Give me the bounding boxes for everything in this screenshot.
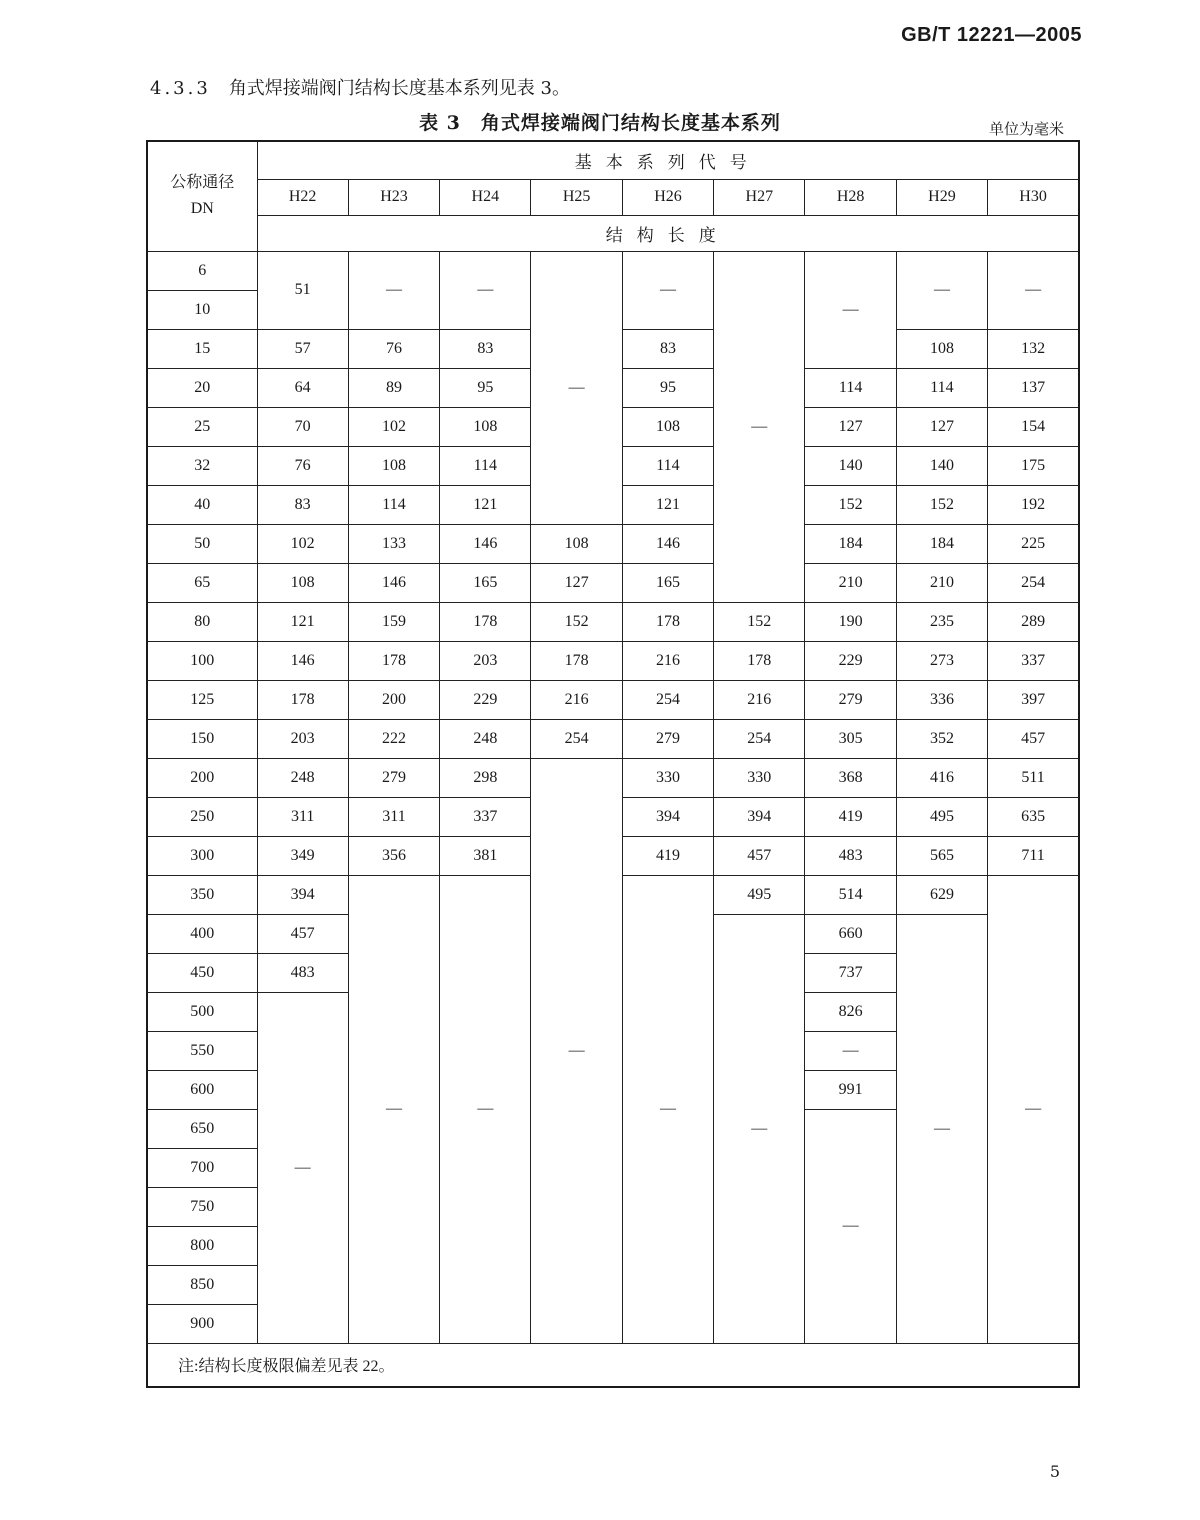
value-cell: 254 (622, 680, 713, 719)
value-cell: 190 (805, 602, 896, 641)
dash-cell: — (440, 875, 531, 1343)
dn-cell: 200 (147, 758, 257, 797)
table-row (147, 524, 1079, 563)
value-cell: 152 (896, 485, 987, 524)
value-cell: 737 (805, 953, 896, 992)
value-cell: 279 (348, 758, 439, 797)
value-cell: 175 (988, 446, 1079, 485)
value-cell: 102 (348, 407, 439, 446)
value-cell: 114 (896, 368, 987, 407)
table-row (147, 251, 1079, 290)
value-cell: 330 (714, 758, 805, 797)
value-cell: 565 (896, 836, 987, 875)
value-cell: 216 (622, 641, 713, 680)
table-unit: 单位为毫米 (988, 120, 1064, 138)
col-header-h28: H28 (805, 179, 896, 215)
value-cell: 178 (622, 602, 713, 641)
dn-cell: 250 (147, 797, 257, 836)
value-cell: 178 (714, 641, 805, 680)
value-cell: 108 (531, 524, 622, 563)
dn-cell: 32 (147, 446, 257, 485)
dash-cell: — (805, 251, 896, 368)
value-cell: 279 (805, 680, 896, 719)
col-header-h27: H27 (714, 179, 805, 215)
dn-cell: 20 (147, 368, 257, 407)
dash-cell: — (988, 875, 1079, 1343)
dn-cell: 900 (147, 1304, 257, 1343)
value-cell: 254 (531, 719, 622, 758)
col-header-h23: H23 (348, 179, 439, 215)
value-cell: 51 (257, 251, 348, 329)
value-cell: 154 (988, 407, 1079, 446)
dash-cell: — (440, 251, 531, 329)
value-cell: 184 (896, 524, 987, 563)
value-cell: 229 (805, 641, 896, 680)
dash-cell: — (714, 251, 805, 602)
value-cell: 368 (805, 758, 896, 797)
value-cell: 457 (988, 719, 1079, 758)
value-cell: 273 (896, 641, 987, 680)
value-cell: 349 (257, 836, 348, 875)
value-cell: 192 (988, 485, 1079, 524)
table-row (147, 719, 1079, 758)
col-header-h24: H24 (440, 179, 531, 215)
value-cell: 305 (805, 719, 896, 758)
header-row-series (147, 141, 1079, 179)
value-cell: 248 (440, 719, 531, 758)
value-cell: 76 (348, 329, 439, 368)
value-cell: 102 (257, 524, 348, 563)
value-cell: 419 (622, 836, 713, 875)
value-cell: 127 (805, 407, 896, 446)
series-header: 基本系列代号 (257, 141, 1079, 179)
value-cell: 397 (988, 680, 1079, 719)
dash-cell: — (257, 992, 348, 1343)
table-row (147, 602, 1079, 641)
dash-cell: — (348, 251, 439, 329)
value-cell: 146 (257, 641, 348, 680)
col-header-h26: H26 (622, 179, 713, 215)
value-cell: 229 (440, 680, 531, 719)
value-cell: 311 (257, 797, 348, 836)
dn-cell: 65 (147, 563, 257, 602)
value-cell: 337 (440, 797, 531, 836)
value-cell: 114 (622, 446, 713, 485)
value-cell: 95 (440, 368, 531, 407)
value-cell: 127 (896, 407, 987, 446)
dash-cell: — (896, 914, 987, 1343)
value-cell: 140 (805, 446, 896, 485)
header-row-codes (147, 179, 1079, 215)
value-cell: 279 (622, 719, 713, 758)
value-cell: 146 (440, 524, 531, 563)
value-cell: 95 (622, 368, 713, 407)
value-cell: 108 (257, 563, 348, 602)
value-cell: 140 (896, 446, 987, 485)
value-cell: 381 (440, 836, 531, 875)
value-cell: 511 (988, 758, 1079, 797)
dash-cell: — (622, 251, 713, 329)
value-cell: 121 (440, 485, 531, 524)
dn-cell: 350 (147, 875, 257, 914)
dn-cell: 40 (147, 485, 257, 524)
value-cell: 121 (257, 602, 348, 641)
length-table (146, 140, 1080, 1388)
value-cell: 457 (257, 914, 348, 953)
value-cell: 416 (896, 758, 987, 797)
value-cell: 254 (714, 719, 805, 758)
table-title: 角式焊接端阀门结构长度基本系列 (480, 112, 781, 134)
dash-cell: — (348, 875, 439, 1343)
value-cell: 152 (714, 602, 805, 641)
value-cell: 159 (348, 602, 439, 641)
value-cell: 83 (440, 329, 531, 368)
table-row (147, 758, 1079, 797)
dash-cell: — (622, 875, 713, 1343)
value-cell: 132 (988, 329, 1079, 368)
note-row (147, 1343, 1079, 1387)
value-cell: 152 (805, 485, 896, 524)
dn-cell: 800 (147, 1226, 257, 1265)
col-header-h22: H22 (257, 179, 348, 215)
dn-cell: 80 (147, 602, 257, 641)
value-cell: 394 (257, 875, 348, 914)
col-header-h29: H29 (896, 179, 987, 215)
clause-body: 角式焊接端阀门结构长度基本系列见表 3。 (228, 78, 570, 99)
value-cell: 495 (714, 875, 805, 914)
value-cell: 298 (440, 758, 531, 797)
header-row-length (147, 215, 1079, 251)
value-cell: 137 (988, 368, 1079, 407)
clause-number: 4.3.3 (150, 78, 211, 99)
value-cell: 660 (805, 914, 896, 953)
value-cell: 483 (257, 953, 348, 992)
value-cell: 457 (714, 836, 805, 875)
value-cell: 76 (257, 446, 348, 485)
dn-cell: 700 (147, 1148, 257, 1187)
value-cell: 108 (440, 407, 531, 446)
dn-cell: 400 (147, 914, 257, 953)
value-cell: 70 (257, 407, 348, 446)
table-row (147, 641, 1079, 680)
value-cell: 57 (257, 329, 348, 368)
value-cell: 146 (348, 563, 439, 602)
value-cell: 203 (257, 719, 348, 758)
value-cell: 356 (348, 836, 439, 875)
value-cell: 210 (805, 563, 896, 602)
dn-cell: 100 (147, 641, 257, 680)
dn-cell: 600 (147, 1070, 257, 1109)
value-cell: 146 (622, 524, 713, 563)
value-cell: 152 (531, 602, 622, 641)
value-cell: 235 (896, 602, 987, 641)
value-cell: 311 (348, 797, 439, 836)
dn-cell: 125 (147, 680, 257, 719)
table-note: 注:结构长度极限偏差见表 22。 (147, 1343, 1079, 1387)
value-cell: 254 (988, 563, 1079, 602)
value-cell: 203 (440, 641, 531, 680)
value-cell: 394 (714, 797, 805, 836)
col-header-h30: H30 (988, 179, 1079, 215)
value-cell: 336 (896, 680, 987, 719)
dn-cell: 300 (147, 836, 257, 875)
dn-cell: 750 (147, 1187, 257, 1226)
dn-cell: 50 (147, 524, 257, 563)
dn-cell: 10 (147, 290, 257, 329)
dash-cell: — (896, 251, 987, 329)
value-cell: 514 (805, 875, 896, 914)
table-row (147, 563, 1079, 602)
length-header: 结构长度 (257, 215, 1079, 251)
value-cell: 64 (257, 368, 348, 407)
dn-cell: 550 (147, 1031, 257, 1070)
value-cell: 394 (622, 797, 713, 836)
value-cell: 711 (988, 836, 1079, 875)
value-cell: 178 (348, 641, 439, 680)
value-cell: 178 (257, 680, 348, 719)
value-cell: 483 (805, 836, 896, 875)
value-cell: 337 (988, 641, 1079, 680)
value-cell: 178 (531, 641, 622, 680)
table-number: 表 3 (419, 112, 461, 134)
dash-cell: — (805, 1109, 896, 1343)
value-cell: 635 (988, 797, 1079, 836)
value-cell: 165 (622, 563, 713, 602)
value-cell: 495 (896, 797, 987, 836)
value-cell: 216 (531, 680, 622, 719)
value-cell: 289 (988, 602, 1079, 641)
dash-cell: — (988, 251, 1079, 329)
value-cell: 200 (348, 680, 439, 719)
dn-cell: 450 (147, 953, 257, 992)
dash-cell: — (714, 914, 805, 1343)
table-row (147, 680, 1079, 719)
dn-cell: 6 (147, 251, 257, 290)
value-cell: 108 (348, 446, 439, 485)
dn-cell: 850 (147, 1265, 257, 1304)
dn-cell: 650 (147, 1109, 257, 1148)
value-cell: 248 (257, 758, 348, 797)
value-cell: 826 (805, 992, 896, 1031)
dn-header (147, 141, 257, 251)
value-cell: 352 (896, 719, 987, 758)
value-cell: 178 (440, 602, 531, 641)
value-cell: 210 (896, 563, 987, 602)
dash-cell: — (531, 251, 622, 524)
value-cell: 629 (896, 875, 987, 914)
col-header-h25: H25 (531, 179, 622, 215)
dn-header-symbol: DN (190, 200, 214, 218)
page-number: 5 (1049, 1462, 1060, 1481)
dash-cell: — (805, 1031, 896, 1070)
value-cell: 83 (622, 329, 713, 368)
value-cell: 114 (348, 485, 439, 524)
value-cell: 89 (348, 368, 439, 407)
dn-cell: 25 (147, 407, 257, 446)
value-cell: 121 (622, 485, 713, 524)
value-cell: 165 (440, 563, 531, 602)
clause-text (150, 74, 570, 100)
dn-cell: 500 (147, 992, 257, 1031)
value-cell: 991 (805, 1070, 896, 1109)
value-cell: 133 (348, 524, 439, 563)
value-cell: 184 (805, 524, 896, 563)
value-cell: 222 (348, 719, 439, 758)
value-cell: 330 (622, 758, 713, 797)
value-cell: 108 (622, 407, 713, 446)
dn-header-label: 公称通径 (170, 174, 235, 192)
dash-cell: — (531, 758, 622, 1343)
value-cell: 114 (805, 368, 896, 407)
value-cell: 108 (896, 329, 987, 368)
value-cell: 419 (805, 797, 896, 836)
dn-cell: 150 (147, 719, 257, 758)
dn-cell: 15 (147, 329, 257, 368)
value-cell: 127 (531, 563, 622, 602)
value-cell: 225 (988, 524, 1079, 563)
value-cell: 216 (714, 680, 805, 719)
standard-code: GB/T 12221—2005 (901, 24, 1082, 46)
value-cell: 114 (440, 446, 531, 485)
value-cell: 83 (257, 485, 348, 524)
